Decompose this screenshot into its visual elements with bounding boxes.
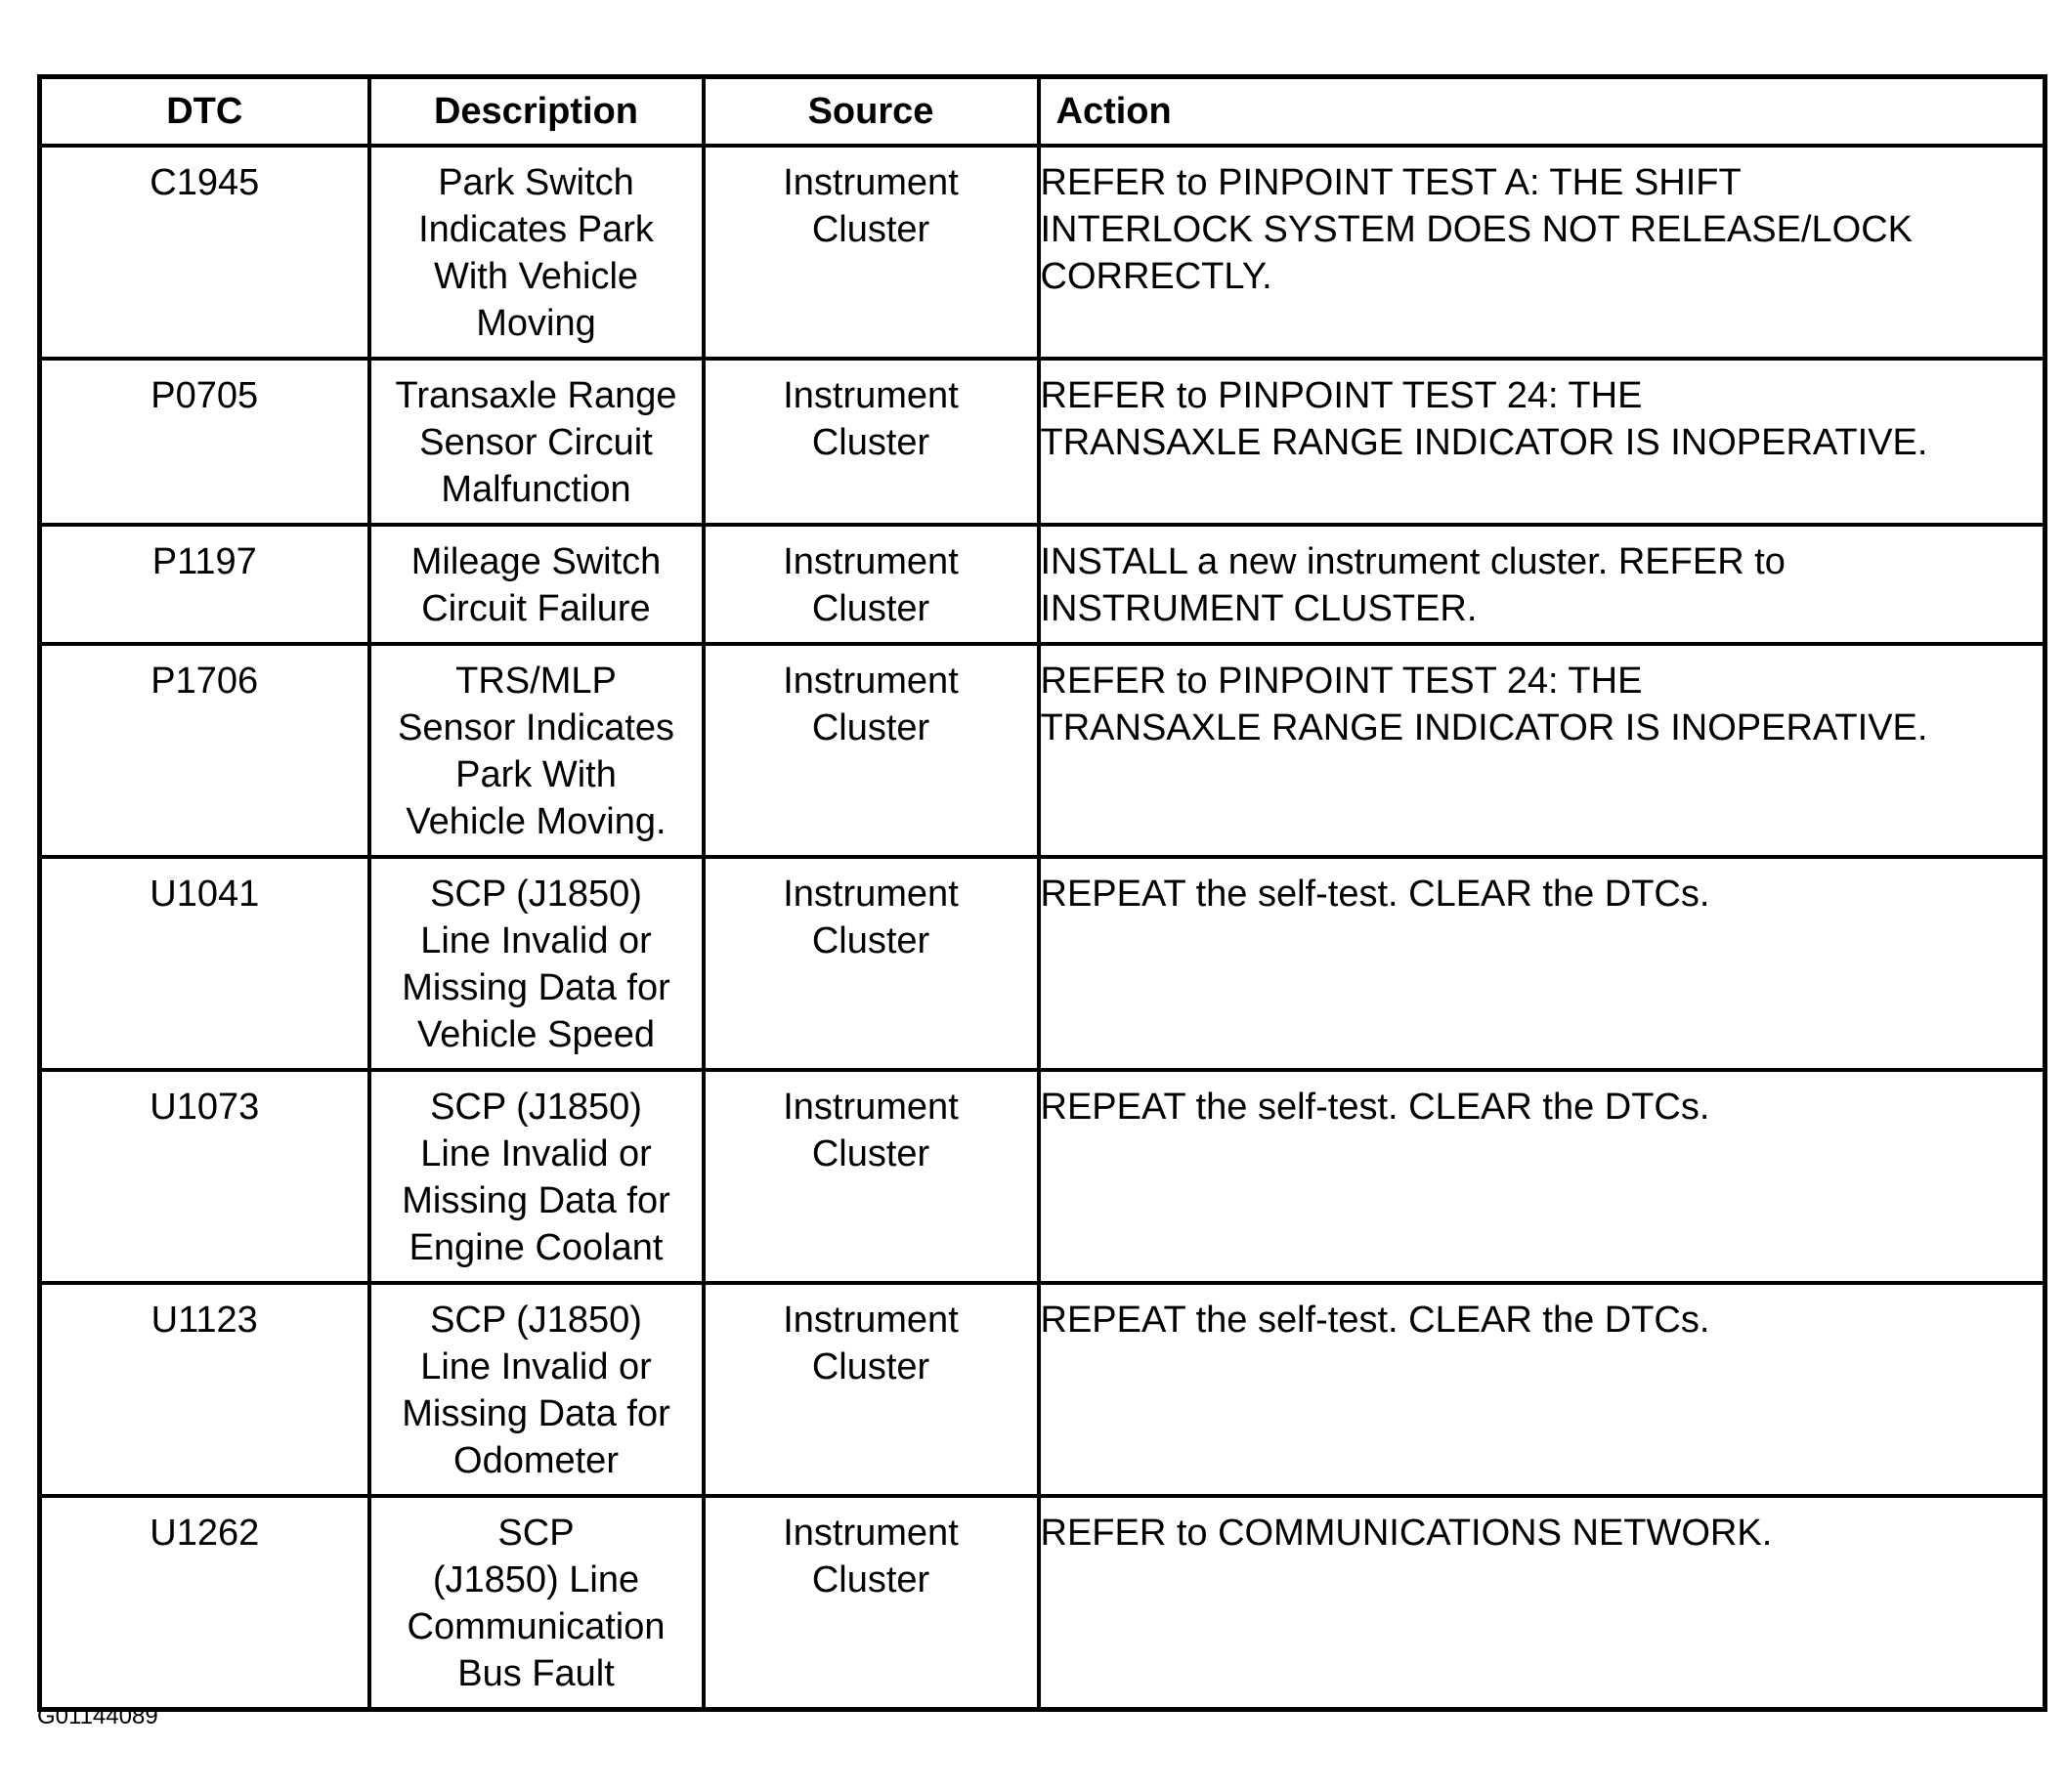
cell-action xyxy=(1039,857,2045,1070)
cell-source xyxy=(704,857,1039,1070)
cell-dtc: P0705 xyxy=(40,359,369,525)
table-row xyxy=(40,1070,2045,1283)
cell-description-line: Park Switch xyxy=(438,162,634,203)
cell-source-line: Instrument xyxy=(783,661,959,702)
cell-description-line: Communication xyxy=(407,1606,666,1647)
table-row xyxy=(40,525,2045,644)
cell-description-line: Odometer xyxy=(453,1440,619,1481)
cell-action-line: INTERLOCK SYSTEM DOES NOT RELEASE/LOCK xyxy=(1040,209,1914,250)
cell-dtc: P1197 xyxy=(40,525,369,644)
cell-source-line: Instrument xyxy=(783,1513,959,1554)
cell-source xyxy=(704,1070,1039,1283)
cell-description-line: SCP (J1850) xyxy=(430,874,642,915)
cell-source xyxy=(704,525,1039,644)
cell-description-line: Line Invalid or xyxy=(420,1133,652,1174)
header-action: Action xyxy=(1039,77,2045,147)
table-row xyxy=(40,857,2045,1070)
cell-action-line: REFER to COMMUNICATIONS NETWORK. xyxy=(1040,1513,1773,1554)
cell-source-line: Instrument xyxy=(783,1300,959,1341)
cell-action-line: REFER to PINPOINT TEST A: THE SHIFT xyxy=(1040,162,1742,203)
header-source: Source xyxy=(704,77,1039,147)
table-row xyxy=(40,644,2045,857)
cell-source-line: Cluster xyxy=(811,588,930,629)
cell-action-line: TRANSAXLE RANGE INDICATOR IS INOPERATIVE. xyxy=(1040,707,1928,748)
cell-action-line: REFER to PINPOINT TEST 24: THE xyxy=(1040,375,1643,416)
cell-dtc: U1073 xyxy=(40,1070,369,1283)
cell-source-line: Cluster xyxy=(811,209,930,250)
cell-action xyxy=(1039,1283,2045,1496)
header-dtc: DTC xyxy=(40,77,369,147)
cell-description-line: Engine Coolant xyxy=(409,1227,664,1268)
cell-source-line: Cluster xyxy=(811,1346,930,1387)
header-description: Description xyxy=(369,77,704,147)
cell-source-line: Instrument xyxy=(783,1087,959,1128)
dtc-table xyxy=(37,74,2047,1712)
cell-description-line: Malfunction xyxy=(441,469,631,510)
figure-id: G01144089 xyxy=(37,1703,158,1729)
cell-description-line: Park With xyxy=(455,754,617,795)
cell-description-line: Missing Data for xyxy=(402,1180,670,1221)
cell-description-line: Bus Fault xyxy=(457,1653,615,1694)
table-header-row xyxy=(40,77,2045,147)
cell-description xyxy=(369,1496,704,1710)
cell-source-line: Cluster xyxy=(811,1133,930,1174)
cell-action-line: INSTALL a new instrument cluster. REFER to xyxy=(1040,541,1786,582)
cell-description-line: With Vehicle xyxy=(433,256,639,297)
cell-description xyxy=(369,146,704,359)
cell-dtc: U1123 xyxy=(40,1283,369,1496)
cell-source-line: Instrument xyxy=(783,375,959,416)
cell-action xyxy=(1039,1070,2045,1283)
cell-description-line: Line Invalid or xyxy=(420,1346,652,1387)
cell-description-line: SCP (J1850) xyxy=(430,1087,642,1128)
cell-action xyxy=(1039,1496,2045,1710)
cell-description-line: Mileage Switch xyxy=(410,541,662,582)
table-row xyxy=(40,359,2045,525)
cell-source xyxy=(704,1496,1039,1710)
cell-action-line: INSTRUMENT CLUSTER. xyxy=(1040,588,1478,629)
table-row xyxy=(40,146,2045,359)
cell-description-line: SCP (J1850) xyxy=(430,1300,642,1341)
cell-source-line: Instrument xyxy=(783,874,959,915)
cell-description-line: Missing Data for xyxy=(402,967,670,1008)
cell-action xyxy=(1039,525,2045,644)
cell-description xyxy=(369,525,704,644)
cell-description xyxy=(369,644,704,857)
cell-dtc: P1706 xyxy=(40,644,369,857)
table-body xyxy=(40,146,2045,1710)
cell-dtc: U1041 xyxy=(40,857,369,1070)
cell-description-line: Transaxle Range xyxy=(395,375,677,416)
cell-description xyxy=(369,857,704,1070)
cell-source xyxy=(704,146,1039,359)
cell-description-line: Vehicle Speed xyxy=(417,1014,655,1055)
cell-description-line: Sensor Circuit xyxy=(419,422,653,463)
cell-dtc: C1945 xyxy=(40,146,369,359)
table-row xyxy=(40,1496,2045,1710)
cell-action-line: REPEAT the self-test. CLEAR the DTCs. xyxy=(1040,1087,1710,1128)
cell-source-line: Instrument xyxy=(783,162,959,203)
cell-description xyxy=(369,1070,704,1283)
cell-action-line: REFER to PINPOINT TEST 24: THE xyxy=(1040,661,1643,702)
cell-action-line: REPEAT the self-test. CLEAR the DTCs. xyxy=(1040,874,1710,915)
cell-description xyxy=(369,359,704,525)
cell-description-line: Moving xyxy=(476,303,596,344)
cell-description-line: Missing Data for xyxy=(402,1393,670,1434)
cell-action-line: CORRECTLY. xyxy=(1040,256,1272,297)
cell-description-line: Line Invalid or xyxy=(420,920,652,961)
cell-description-line: SCP xyxy=(497,1513,575,1554)
cell-description-line: Circuit Failure xyxy=(421,588,651,629)
cell-source-line: Cluster xyxy=(811,920,930,961)
cell-source-line: Cluster xyxy=(811,422,930,463)
cell-description-line: Vehicle Moving. xyxy=(406,801,667,842)
cell-description-line: Sensor Indicates xyxy=(397,707,675,748)
cell-source-line: Instrument xyxy=(783,541,959,582)
table-row xyxy=(40,1283,2045,1496)
cell-dtc: U1262 xyxy=(40,1496,369,1710)
cell-action-line: TRANSAXLE RANGE INDICATOR IS INOPERATIVE. xyxy=(1040,422,1928,463)
cell-action xyxy=(1039,644,2045,857)
cell-source xyxy=(704,359,1039,525)
cell-action-line: REPEAT the self-test. CLEAR the DTCs. xyxy=(1040,1300,1710,1341)
cell-description-line: (J1850) Line xyxy=(432,1559,640,1600)
cell-action xyxy=(1039,359,2045,525)
cell-source xyxy=(704,644,1039,857)
cell-description xyxy=(369,1283,704,1496)
cell-description-line: TRS/MLP xyxy=(455,661,617,702)
cell-source-line: Cluster xyxy=(811,1559,930,1600)
cell-description-line: Indicates Park xyxy=(418,209,654,250)
cell-source xyxy=(704,1283,1039,1496)
cell-action xyxy=(1039,146,2045,359)
cell-source-line: Cluster xyxy=(811,707,930,748)
